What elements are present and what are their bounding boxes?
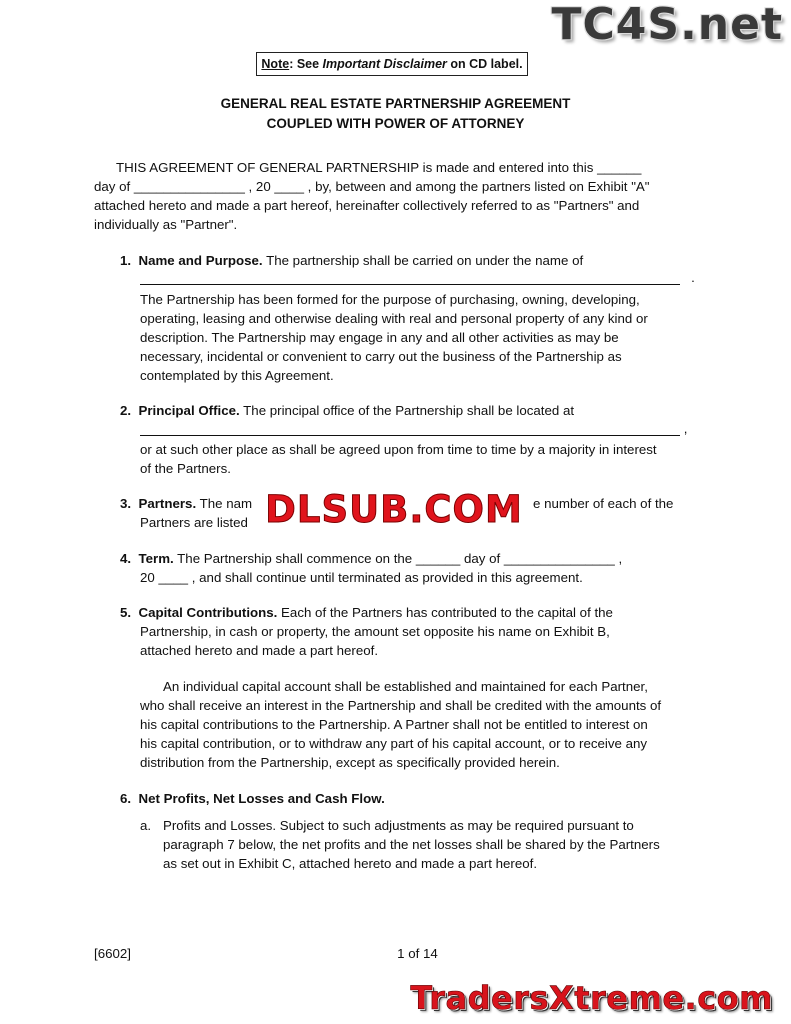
section-1-line-1: The Partnership has been formed for the purpose of purchasing, owning, developing,	[140, 292, 640, 307]
section-2-heading: Principal Office.	[138, 403, 240, 418]
section-5-line-2: Partnership, in cash or property, the amount set opposite his name on Exhibit B,	[140, 624, 610, 639]
section-2-line-2: of the Partners.	[140, 461, 231, 476]
section-6-heading: Net Profits, Net Losses and Cash Flow.	[138, 791, 385, 806]
section-1-line-5: contemplated by this Agreement.	[140, 368, 334, 383]
section-1-line-3: description. The Partnership may engage in any and all other activities as may be	[140, 330, 619, 345]
section-5-heading: Capital Contributions.	[138, 605, 278, 620]
intro-line-1: THIS AGREEMENT OF GENERAL PARTNERSHIP is made and entered into this ______	[116, 160, 642, 175]
note-post: on CD label.	[446, 57, 523, 71]
section-5-para2-line-4: his capital contribution, or to withdraw any part of his capital account, or to receive any	[140, 736, 648, 751]
section-5-para2-line-3: his capital contributions to the Partnership. A Partner shall not be entitled to interest on	[140, 717, 648, 732]
section-1-heading: Name and Purpose.	[138, 253, 263, 268]
section-2-line-1: or at such other place as shall be agreed upon from time to time by a majority in interest	[140, 442, 657, 457]
intro-line-4: individually as "Partner".	[94, 217, 238, 232]
section-1-name-blank	[140, 268, 695, 288]
section-5-para2-line-5: distribution from the Partnership, except as specifically provided herein.	[140, 755, 560, 770]
section-3-number: 3.	[120, 496, 132, 511]
intro-line-2: day of _______________ , 20 ____ , by, between and among the partners listed on Exhibit "A"	[94, 179, 650, 194]
section-3-text-a: The nam	[196, 496, 253, 511]
section-4-heading: Term.	[138, 551, 174, 566]
section-6a-line-1: Profits and Losses. Subject to such adjustments as may be required pursuant to	[163, 818, 634, 833]
footer-page-number: 1 of 14	[397, 946, 438, 961]
section-2-heading-line	[120, 401, 574, 421]
office-blank-end: ,	[683, 421, 688, 436]
section-5-para2-line-2: who shall receive an interest in the Partnership and shall be credited with the amounts of	[140, 698, 662, 713]
note-pre: : See	[289, 57, 323, 71]
section-3-heading-line	[120, 494, 252, 514]
document-title-line1: GENERAL REAL ESTATE PARTNERSHIP AGREEMENT	[220, 96, 571, 111]
section-3-heading: Partners.	[138, 496, 197, 511]
section-6-heading-line	[120, 789, 385, 809]
section-3-line-2: Partners are listed	[140, 515, 248, 530]
section-4-number: 4.	[120, 551, 132, 566]
name-blank-end: .	[691, 270, 695, 285]
tc4s-watermark: TC4S.net	[551, 0, 783, 50]
section-2-number: 2.	[120, 403, 132, 418]
section-5-heading-line	[120, 603, 613, 623]
section-3-text-b: e number of each of the	[533, 496, 674, 511]
section-5-para2-line-1: An individual capital account shall be established and maintained for each Partner,	[163, 679, 648, 694]
section-6-number: 6.	[120, 791, 132, 806]
section-1-text: The partnership shall be carried on under the name of	[262, 253, 584, 268]
dlsub-watermark: DLSUB.COM	[265, 488, 523, 531]
section-4-heading-line	[120, 549, 622, 569]
section-5-line-3: attached hereto and made a part hereof.	[140, 643, 379, 658]
section-6a-label: a.	[140, 818, 152, 833]
section-1-line-2: operating, leasing and otherwise dealing with real and personal property of any kind or	[140, 311, 648, 326]
section-2-office-blank	[140, 419, 687, 439]
footer-doc-id: [6602]	[94, 946, 131, 961]
section-5-number: 5.	[120, 605, 132, 620]
section-6a-line-2: paragraph 7 below, the net profits and the net losses shall be shared by the Partners	[163, 837, 660, 852]
note-italic: Important Disclaimer	[322, 57, 447, 71]
section-6a-line-3: as set out in Exhibit C, attached hereto and made a part hereof.	[163, 856, 538, 871]
tradersxtreme-watermark: TradersXtreme.com	[410, 979, 773, 1017]
name-blank-line	[140, 270, 680, 285]
section-1-line-4: necessary, incidental or convenient to carry out the business of the Partnership as	[140, 349, 622, 364]
section-5-text: Each of the Partners has contributed to the capital of the	[277, 605, 613, 620]
section-2-text: The principal office of the Partnership shall be located at	[239, 403, 575, 418]
document-title-line2: COUPLED WITH POWER OF ATTORNEY	[266, 116, 525, 131]
note-label: Note	[261, 57, 290, 71]
section-4-line-2: 20 ____ , and shall continue until terminated as provided in this agreement.	[140, 570, 583, 585]
section-1-number: 1.	[120, 253, 132, 268]
intro-line-3: attached hereto and made a part hereof, hereinafter collectively referred to as "Partners" and	[94, 198, 640, 213]
office-blank-line	[140, 421, 680, 436]
section-4-text: The Partnership shall commence on the ______ day of _______________ ,	[173, 551, 623, 566]
disclaimer-note	[256, 52, 528, 76]
